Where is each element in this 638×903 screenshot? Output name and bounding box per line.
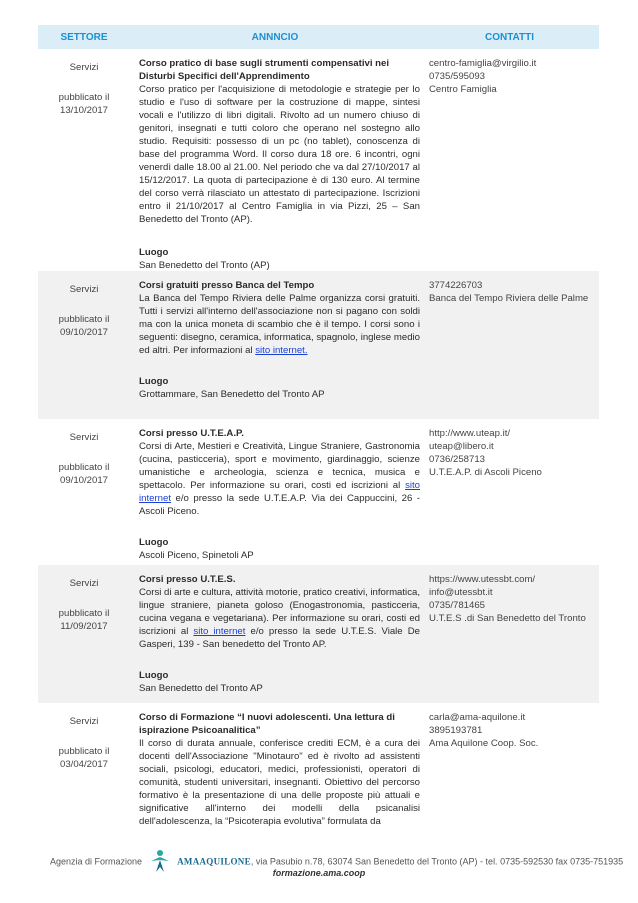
luogo-label: Luogo: [139, 247, 169, 258]
table-header: [38, 25, 599, 49]
luogo-label: Luogo: [139, 670, 169, 681]
sito-internet-link[interactable]: sito internet: [139, 480, 420, 504]
settore-label: Servizi: [69, 284, 99, 295]
announcement-title: Corso di Formazione “I nuovi adolescenti. Una lettura di ispirazione Psicoanalitica”: [139, 712, 395, 736]
contact-line: Centro Famiglia: [429, 84, 497, 95]
header-annuncio: ANNNCIO: [251, 31, 299, 43]
published-date: 09/10/2017: [59, 327, 108, 338]
settore-cell: [38, 419, 130, 565]
annuncio-cell: [130, 49, 420, 271]
announcements-table: [38, 25, 599, 828]
published-label: pubblicato il: [58, 746, 110, 757]
brand-name: AMAAQUILONE: [177, 856, 251, 867]
contact-line: https://www.utessbt.com/: [429, 574, 536, 585]
contact-line: uteap@libero.it: [429, 441, 494, 452]
announcement-description: [139, 440, 420, 518]
contact-line: 3895193781: [429, 725, 483, 736]
contact-line: Banca del Tempo Riviera delle Palme: [429, 293, 589, 304]
announcement-title: Corsi presso U.T.E.S.: [139, 574, 236, 585]
settore-label: Servizi: [69, 62, 99, 73]
description-text-after: e/o presso la sede U.T.E.A.P. Via dei Cappuccini, 26 - Ascoli Piceno.: [139, 493, 420, 517]
sito-internet-link[interactable]: sito internet.: [255, 345, 308, 356]
announcement-description: Corso pratico per l'acquisizione di metodologie e strategie per lo studio e l'uso di software per la costruzione di mappe, sintesi vocali e l'utilizzo di libri digitali. Rivolto ad un numero chiuso di genitori, insegnati e tutti coloro che operano nel sostegno allo studio. Requisiti: possesso di un pc (no tablet), conoscenza di base del programma Word. Il corso dura 18 ore. 6 incontri, ogni venerdì dalle 18.00 al 21.00. Nel periodo che va dal 27/10/2017 al 15/12/2017. La quota di partecipazione è di 130 euro. Al termine del corso verrà rilasciato un attestato di partecipazione. Iscrizioni entro il 21/10/2017 al Centro Famiglia in via Pizzi, 25 – San Benedetto del Tronto (AP).: [139, 84, 420, 225]
contact-line: centro-famiglia@virgilio.it: [429, 58, 537, 69]
sito-internet-link[interactable]: sito internet: [193, 626, 246, 637]
contatti-cell: [420, 703, 599, 828]
settore-cell: [38, 271, 130, 419]
contatti-cell: [420, 565, 599, 703]
contact-line: 0736/258713: [429, 454, 486, 465]
contact-line: 0735/781465: [429, 600, 486, 611]
luogo-value: Grottammare, San Benedetto del Tronto AP: [139, 389, 325, 400]
header-contatti: CONTATTI: [484, 31, 535, 43]
published-label: pubblicato il: [58, 608, 110, 619]
announcement-description: [139, 586, 420, 651]
luogo-value: San Benedetto del Tronto AP: [139, 683, 263, 694]
settore-label: Servizi: [69, 716, 99, 727]
settore-label: Servizi: [69, 432, 99, 443]
contact-line: carla@ama-aquilone.it: [429, 712, 526, 723]
published-label: pubblicato il: [58, 314, 110, 325]
agency-label: Agenzia di Formazione: [50, 856, 143, 867]
contact-line: 0735/595093: [429, 71, 486, 82]
contact-line: U.T.E.S .di San Benedetto del Tronto: [429, 613, 586, 624]
luogo-value: Ascoli Piceno, Spinetoli AP: [139, 550, 254, 561]
annuncio-cell: [130, 565, 420, 703]
description-text: Corsi di arte e cultura, attività motorie, pratico creativi, informatica, lingue straniere, pianeta goloso (Enogastronomia, pasticceria, cucina vegana e vegetariana). Per informazione su orari, costi ed iscrizioni al: [139, 587, 420, 637]
contatti-cell: [420, 271, 599, 419]
annuncio-cell: [130, 703, 420, 828]
footer-address: , via Pasubio n.78, 63074 San Benedetto del Tronto (AP) - tel. 0735-592530 fax 0735-751935: [250, 856, 624, 867]
table-row: [38, 419, 599, 565]
table-row: [38, 49, 599, 271]
announcement-title: Corsi gratuiti presso Banca del Tempo: [139, 280, 315, 291]
published-date: 11/09/2017: [60, 621, 108, 632]
annuncio-cell: [130, 419, 420, 565]
published-label: pubblicato il: [58, 92, 110, 103]
contact-line: info@utessbt.it: [429, 587, 493, 598]
description-text: La Banca del Tempo Riviera delle Palme organizza corsi gratuiti. Tutti i servizi all'interno dell'associazione non si pagano con soldi ma con la unica moneta di scambio che è il tempo. I corsi sono i seguenti: disegno, ceramica, informatica, spagnolo, inglese medio ed altri. Per informazioni al: [139, 293, 420, 356]
luogo-value: San Benedetto del Tronto (AP): [139, 260, 270, 271]
contatti-cell: [420, 49, 599, 271]
contact-line: 3774226703: [429, 280, 483, 291]
settore-cell: [38, 565, 130, 703]
header-settore: SETTORE: [60, 31, 108, 43]
contact-line: U.T.E.A.P. di Ascoli Piceno: [429, 467, 542, 478]
published-date: 13/10/2017: [59, 105, 108, 116]
announcement-title: Corsi presso U.T.E.A.P.: [139, 428, 244, 439]
luogo-label: Luogo: [139, 537, 169, 548]
settore-cell: [38, 49, 130, 271]
announcement-description: Il corso di durata annuale, conferisce crediti ECM, è a cura dei docenti dell'Associazione "Minotauro" ed è rivolto ad assistenti sociali, psicologi, educatori, medici, professionisti, operatori di comunità, studenti universitari, insegnanti. Obiettivo del percorso formativo è la presentazione di una delle proposte più attuali e significative all'interno dei modelli della psicanalisi dell'adolescenza, la “Psicoterapia evolutiva” formulata da: [139, 738, 420, 827]
settore-label: Servizi: [69, 578, 99, 589]
contact-line: Ama Aquilone Coop. Soc.: [429, 738, 539, 749]
announcement-description: [139, 292, 420, 357]
published-date: 09/10/2017: [59, 475, 108, 486]
table-row: [38, 703, 599, 828]
announcement-title: Corso pratico di base sugli strumenti compensativi nei Disturbi Specifici dell'Apprendimento: [139, 58, 390, 82]
contatti-cell: [420, 419, 599, 565]
luogo-label: Luogo: [139, 376, 169, 387]
published-label: pubblicato il: [58, 462, 110, 473]
table-row: [38, 565, 599, 703]
annuncio-cell: [130, 271, 420, 419]
footer-website: formazione.ama.coop: [272, 868, 366, 878]
description-text-after: e/o presso la sede U.T.E.S. Viale De Gasperi, 139 - San benedetto del Tronto AP.: [139, 626, 420, 650]
contact-line: http://www.uteap.it/: [429, 428, 511, 439]
description-text: Corsi di Arte, Mestieri e Creatività, Lingue Straniere, Gastronomia (cucina, pasticceria), sport e movimento, giardinaggio, scienze umanistiche e archeologia, scienza e tecnica, musica e spettacolo. Per informazione su orari, costi ed iscrizioni al: [139, 441, 420, 491]
published-date: 03/04/2017: [59, 759, 108, 770]
table-row: [38, 271, 599, 419]
settore-cell: [38, 703, 130, 828]
